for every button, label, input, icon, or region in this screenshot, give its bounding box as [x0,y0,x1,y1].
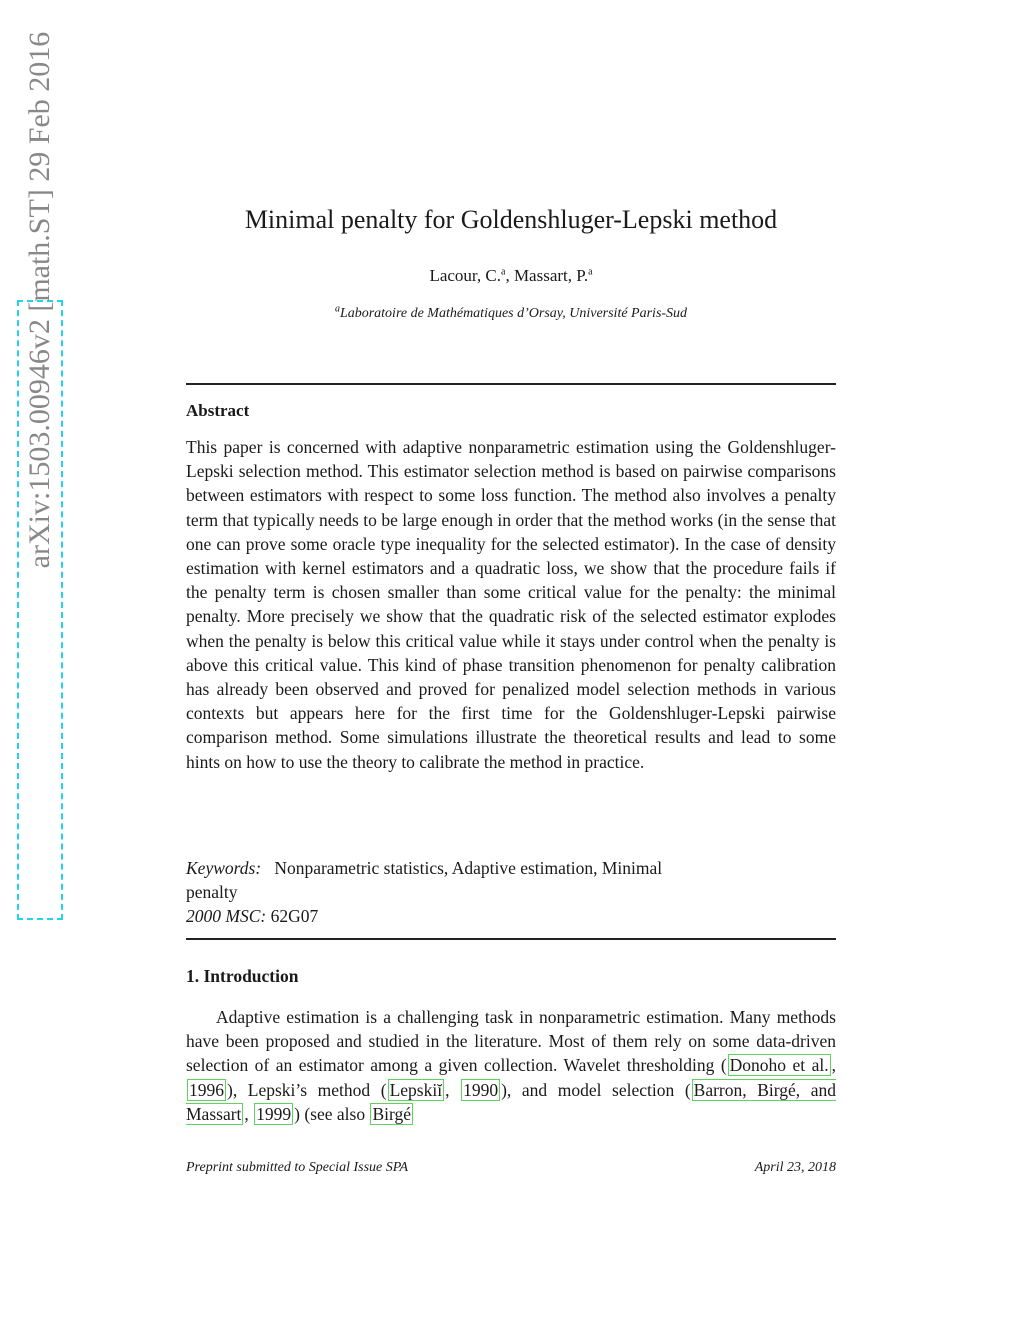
footer-date: April 23, 2018 [754,1160,836,1175]
citation-lepskii-year[interactable]: 1990 [463,1079,499,1100]
msc-value: 62G07 [270,906,319,926]
citation-donoho[interactable]: Donoho et al. [729,1055,829,1076]
citation-birge[interactable]: Birgé [372,1103,412,1124]
section-heading-introduction: 1. Introduction [186,966,299,986]
citation-barron-year[interactable]: 1999 [256,1103,292,1124]
author-separator: , [505,266,514,285]
abstract-heading: Abstract [186,401,250,420]
author-list [186,266,836,286]
intro-text-4: ) (see also [294,1103,370,1124]
keywords-block [186,856,786,928]
citation-donoho-year[interactable]: 1996 [189,1079,224,1100]
bottom-rule [186,938,836,940]
affiliation-mark: a [334,303,340,315]
author-massart-affil-mark: a [588,266,593,278]
author-massart: Massart, P. [513,266,589,285]
keywords-text: Nonparametric statistics, Adaptive estimation, Minimal [274,858,663,878]
author-lacour: Lacour, C. [429,266,501,285]
top-rule [186,383,836,385]
keywords-label: Keywords: [186,858,262,878]
introduction-paragraph: Adaptive estimation is a challenging task in nonparametric estimation. Many methods have been proposed and studied in the literature. Most of them rely on some data-driven selection of an estimator among a given collection. Wavelet thresholding ( Donoho et al. , 1996 ), Lepski’s method ( Lepskiĭ , 1990 ), and model selection ( Barron, Birgé, and Massart , 1999 ) (see also Birgé [186,1007,837,1124]
affiliation [186,303,836,322]
abstract-body: This paper is concerned with adaptive nonparametric estimation using the Goldenshluger-Lepski selection method. This estimator selection method is based on pairwise comparisons between estimators with respect to some loss function. The method also involves a penalty term that typically needs to be large enough in order that the method works (in the sense that one can prove some oracle type inequality for the selected estimator). In the case of density estimation with kernel estimators and a quadratic loss, we show that the procedure fails if the penalty term is chosen smaller than some critical value for the penalty: the minimal penalty. More precisely we show that the quadratic risk of the selected estimator explodes when the penalty is below this critical value while it stays under control when the penalty is above this critical value. This kind of phase transition phenomenon for penalty calibration has already been observed and proved for penalized model selection methods in various contexts but appears here for the first time for the Goldenshluger-Lepski pairwise comparison method. Some simulations illustrate the theoretical results and lead to some hints on how to use the theory to calibrate the method in practice. [186,437,836,772]
intro-text-2: ), Lepski’s method ( [227,1079,387,1100]
paper-title: Minimal penalty for Goldenshluger-Lepski method [244,205,778,234]
arxiv-stamp-text[interactable]: arXiv:1503.00946v2 [math.ST] 29 Feb 2016 [23,31,56,569]
keywords-text-cont: penalty [186,882,238,902]
footer-preprint-note: Preprint submitted to Special Issue SPA [186,1160,409,1175]
intro-text-1: Adaptive estimation is a challenging task in nonparametric estimation. Many methods have been proposed and studied in the literature. Most of them rely on some data-driven selection of an estimator among a given collection. Wavelet thresholding ( [186,1007,836,1076]
author-lacour-affil-mark: a [500,266,506,278]
citation-lepskii[interactable]: Lepskiĭ [389,1079,443,1100]
intro-text-3: ), and model selection ( [501,1079,691,1100]
affiliation-text: Laboratoire de Mathématiques d’Orsay, Université Paris-Sud [339,306,688,321]
citation-barron[interactable]: Barron, Birgé, and Massart [186,1079,837,1124]
msc-label: 2000 MSC: [186,906,267,926]
